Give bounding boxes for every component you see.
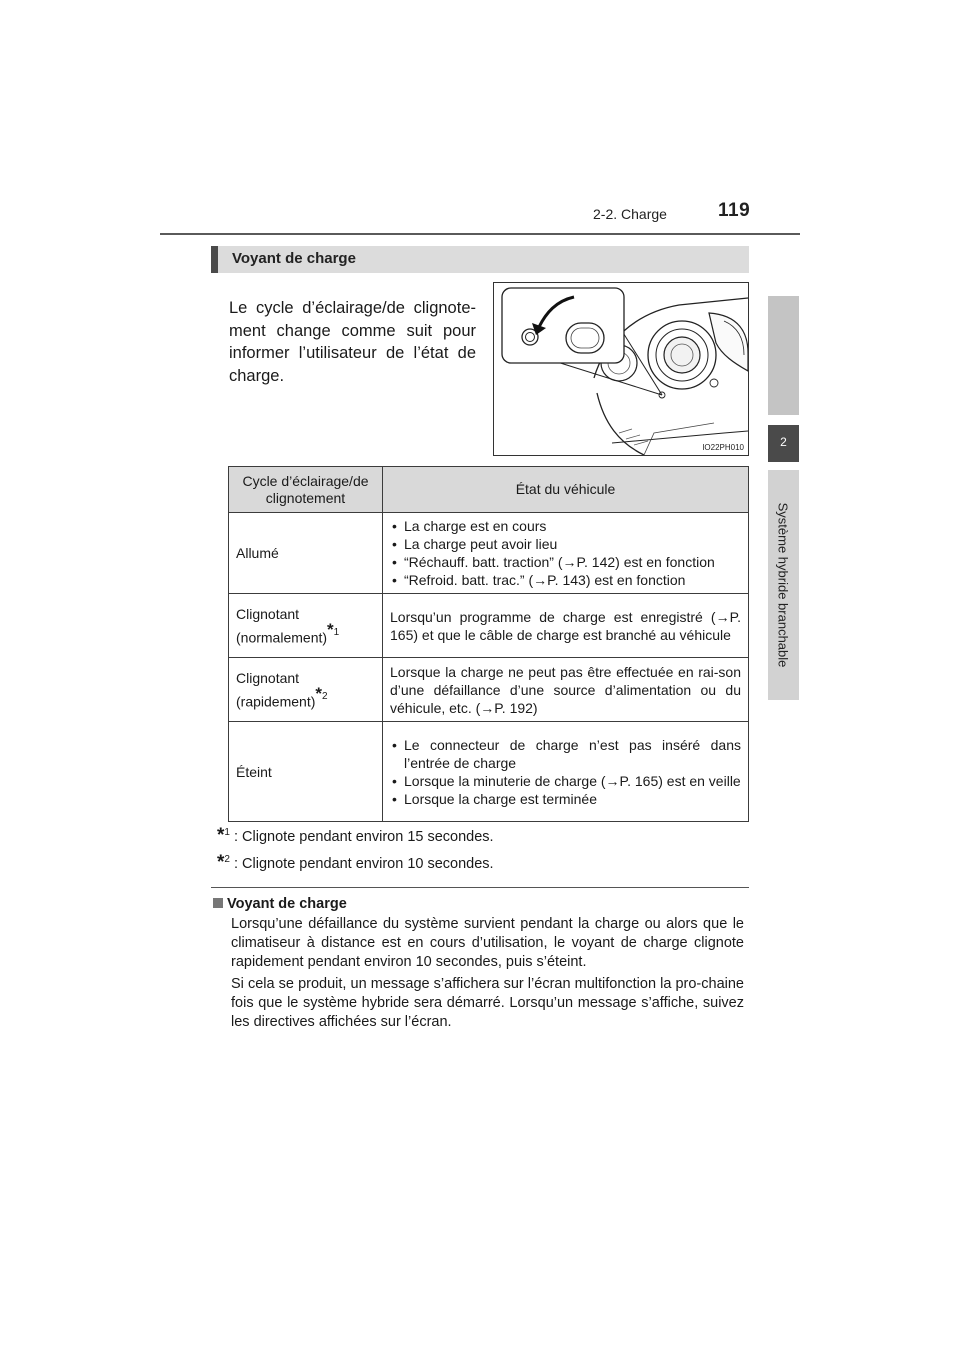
footnote-text: : Clignote pendant environ 15 secondes. <box>234 829 494 845</box>
footnote-marker: *1 <box>327 619 340 639</box>
header-divider <box>160 233 800 235</box>
cycle-label: Clignotant (normalement) <box>236 605 328 646</box>
page-number: 119 <box>718 200 751 221</box>
cycle-cell <box>229 594 383 658</box>
section-title: Voyant de charge <box>232 250 356 267</box>
header-state: État du véhicule <box>383 467 749 513</box>
table-row <box>229 722 749 822</box>
charge-port-illustration <box>493 282 749 456</box>
cycle-cell <box>229 658 383 722</box>
header-cycle: Cycle d’éclairage/de clignotement <box>229 467 383 513</box>
illustration-code: IO22PH010 <box>702 443 744 452</box>
charge-port-drawing <box>494 283 748 455</box>
charge-indicator-table <box>228 466 749 822</box>
subsection-heading <box>213 896 347 912</box>
table-header-row <box>229 467 749 513</box>
footnote-number: 1 <box>224 827 230 839</box>
state-item: • “Réchauff. batt. traction” (→P. 142) est en fonction <box>390 553 741 571</box>
state-item: • La charge peut avoir lieu <box>390 535 741 553</box>
cycle-cell: Allumé <box>229 513 383 594</box>
chapter-title: Système hybride branchable <box>775 502 791 668</box>
state-cell <box>383 513 749 594</box>
footnote: *$^1$ : Clignote pendant environ 15 secondes. <box>217 825 494 846</box>
section-header: 2-2. Charge <box>593 206 667 222</box>
square-bullet-icon <box>213 898 223 908</box>
state-item: • Le connecteur de charge n’est pas inséré dans l’entrée de charge <box>390 736 741 772</box>
state-cell <box>383 722 749 822</box>
state-item: • La charge est en cours <box>390 517 741 535</box>
table-row <box>229 594 749 658</box>
intro-paragraph: Le cycle d’éclairage/de clignote-ment change comme suit pour informer l’utilisateur de l’état de charge. <box>229 299 476 385</box>
footnote: *$^2$ : Clignote pendant environ 10 secondes. <box>217 852 494 873</box>
chapter-number: 2 <box>768 425 799 462</box>
cycle-cell: Éteint <box>229 722 383 822</box>
state-item: • “Refroid. batt. trac.” (→P. 143) est en fonction <box>390 571 741 589</box>
footnote-text: : Clignote pendant environ 10 secondes. <box>234 856 494 872</box>
state-item: • Lorsque la minuterie de charge (→P. 165) est en veille <box>390 772 741 790</box>
subsection-title: Voyant de charge <box>227 896 347 912</box>
footnote-marker-number: 1 <box>333 626 340 638</box>
state-cell: Lorsqu’un programme de charge est enregistré (→P. 165) et que le câble de charge est branché au véhicule <box>383 594 749 658</box>
state-cell: Lorsque la charge ne peut pas être effectuée en rai-son d’une défaillance d’une source d’alimentation ou du véhicule, etc. (→P. 192) <box>383 658 749 722</box>
section-title-bar <box>211 246 749 273</box>
table-row <box>229 658 749 722</box>
side-tab-top <box>768 296 799 415</box>
footnote-marker: *2 <box>315 683 328 703</box>
subsection-paragraph: Lorsqu’une défaillance du système survient pendant la charge ou alors que le climatiseur à distance est en cours d’utilisation, le voyant de charge clignote rapidement pendant environ 10 secondes, puis s’éteint. <box>231 916 744 970</box>
footnote-marker-number: 2 <box>322 690 328 702</box>
footnote-number: 2 <box>224 854 230 866</box>
cycle-label: Clignotant (rapidement) <box>236 669 316 710</box>
state-item: • Lorsque la charge est terminée <box>390 790 741 808</box>
section-divider <box>211 887 749 888</box>
table-row <box>229 513 749 594</box>
subsection-paragraph: Si cela se produit, un message s’affichera sur l’écran multifonction la pro-chaine fois que le système hybride sera démarré. Lorsqu’un message s’affiche, suivez les directives affichées sur l’écran. <box>231 976 744 1030</box>
